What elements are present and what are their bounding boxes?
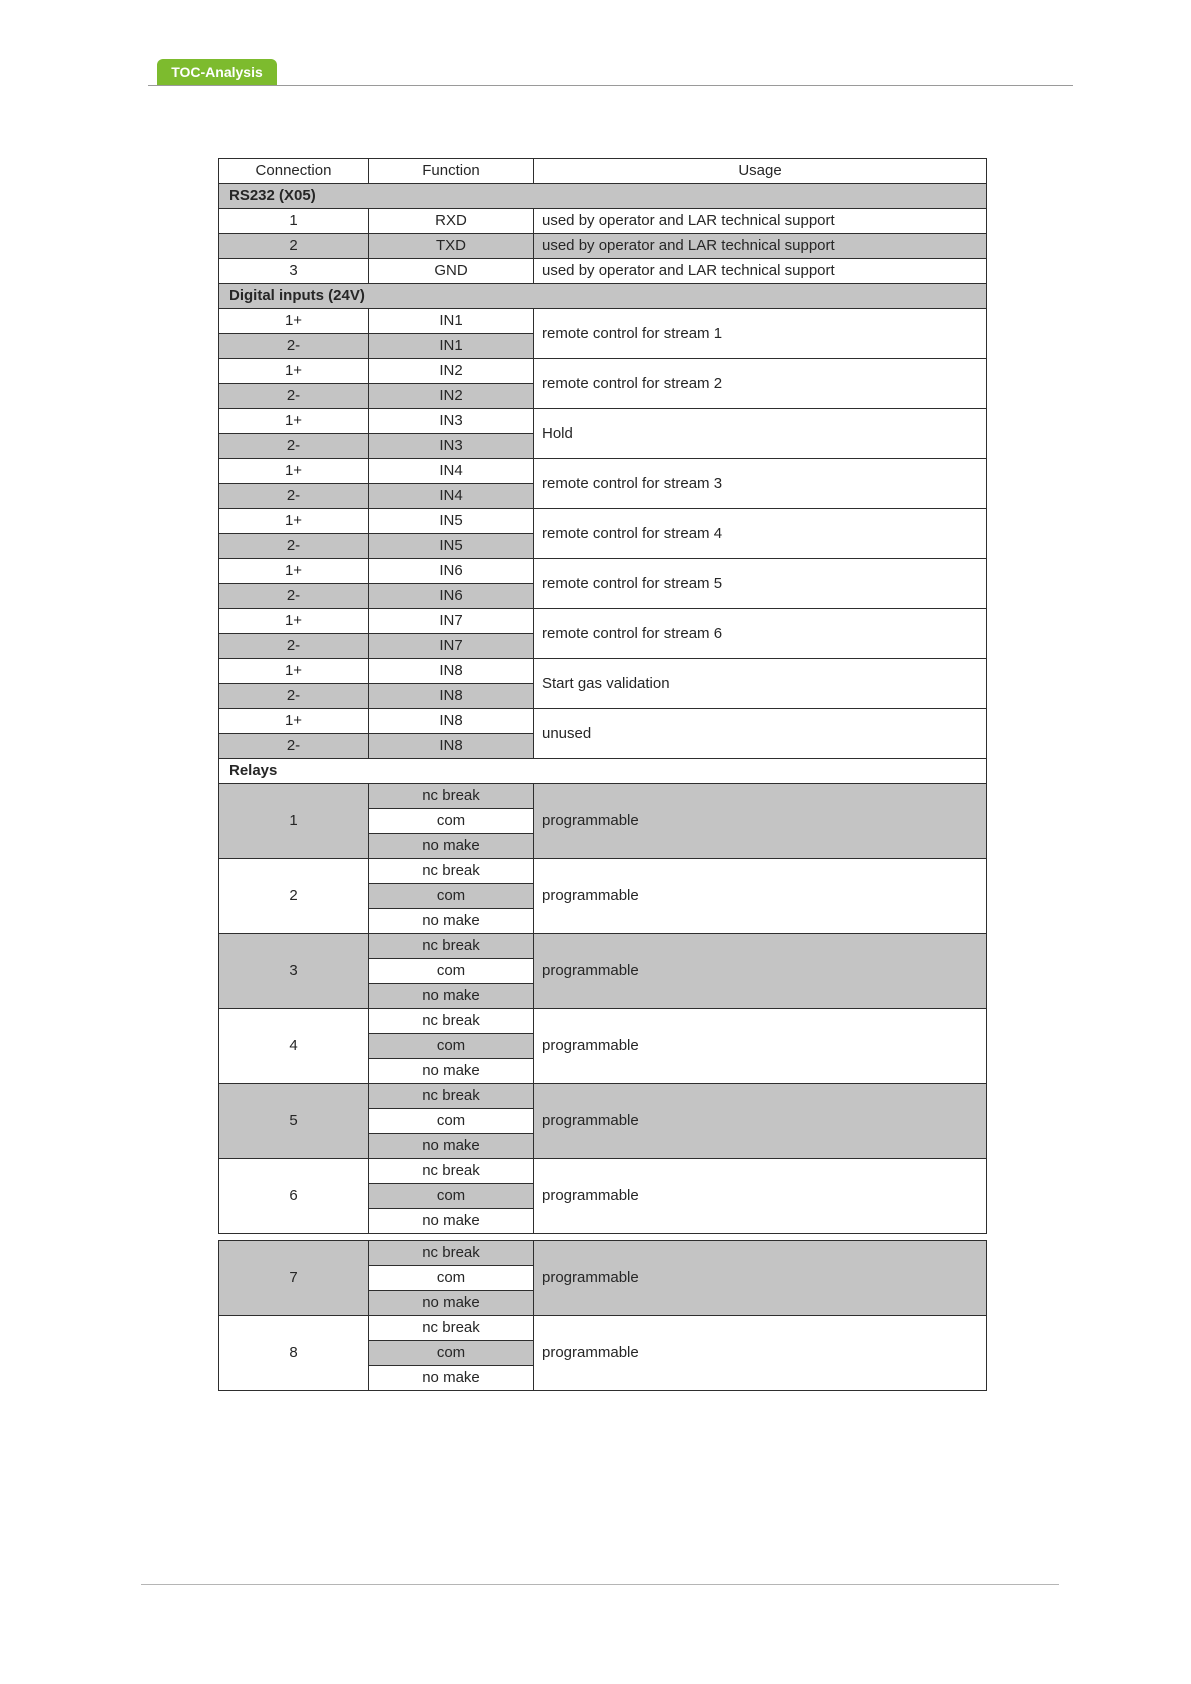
relay-usage: programmable	[534, 1241, 987, 1316]
table-row	[219, 359, 987, 384]
cell-function: IN7	[369, 634, 534, 659]
cell-function: IN4	[369, 484, 534, 509]
table-row	[219, 934, 987, 959]
section-digital-inputs	[219, 284, 987, 309]
cell-connection: 1+	[219, 709, 369, 734]
cell-function: IN5	[369, 509, 534, 534]
relay-contact: no make	[369, 1059, 534, 1084]
table-row	[219, 609, 987, 634]
relay-number: 8	[219, 1316, 369, 1391]
cell-connection: 1+	[219, 659, 369, 684]
relay-contact: com	[369, 1034, 534, 1059]
cell-connection: 2	[219, 234, 369, 259]
relay-contact: no make	[369, 1134, 534, 1159]
relay-number: 5	[219, 1084, 369, 1159]
relay-contact: nc break	[369, 934, 534, 959]
relay-contact: nc break	[369, 1241, 534, 1266]
cell-function: IN5	[369, 534, 534, 559]
cell-function: IN7	[369, 609, 534, 634]
section-relays	[219, 759, 987, 784]
cell-function: IN8	[369, 709, 534, 734]
cell-function: IN6	[369, 559, 534, 584]
cell-function: IN1	[369, 309, 534, 334]
relay-number: 7	[219, 1241, 369, 1316]
cell-function: IN2	[369, 384, 534, 409]
table-row	[219, 509, 987, 534]
table-row	[219, 1316, 987, 1341]
cell-usage: used by operator and LAR technical support	[534, 234, 987, 259]
table-gap-cell	[219, 1234, 987, 1241]
relay-usage: programmable	[534, 1009, 987, 1084]
cell-connection: 1+	[219, 359, 369, 384]
table-row	[219, 259, 987, 284]
relay-usage: programmable	[534, 859, 987, 934]
cell-function: IN1	[369, 334, 534, 359]
table-row	[219, 709, 987, 734]
cell-connection: 1+	[219, 459, 369, 484]
relay-contact: no make	[369, 1209, 534, 1234]
relay-contact: nc break	[369, 1316, 534, 1341]
table-header-row	[219, 159, 987, 184]
cell-usage: used by operator and LAR technical support	[534, 209, 987, 234]
cell-connection: 1+	[219, 309, 369, 334]
relay-usage: programmable	[534, 1159, 987, 1234]
section-title: Relays	[219, 759, 987, 784]
cell-connection: 2-	[219, 434, 369, 459]
table-row	[219, 309, 987, 334]
cell-usage: remote control for stream 1	[534, 309, 987, 359]
relay-contact: nc break	[369, 784, 534, 809]
cell-usage: remote control for stream 5	[534, 559, 987, 609]
relay-contact: com	[369, 1266, 534, 1291]
cell-function: IN3	[369, 434, 534, 459]
table-row	[219, 559, 987, 584]
relay-contact: com	[369, 959, 534, 984]
relay-contact: nc break	[369, 859, 534, 884]
cell-function: IN4	[369, 459, 534, 484]
cell-function: IN2	[369, 359, 534, 384]
cell-usage: remote control for stream 2	[534, 359, 987, 409]
table-row	[219, 1159, 987, 1184]
table-row	[219, 459, 987, 484]
table-row	[219, 1084, 987, 1109]
table-row	[219, 659, 987, 684]
cell-connection: 2-	[219, 684, 369, 709]
cell-usage: Hold	[534, 409, 987, 459]
table-row	[219, 1009, 987, 1034]
section-rs232	[219, 184, 987, 209]
cell-connection: 2-	[219, 734, 369, 759]
cell-connection: 2-	[219, 534, 369, 559]
relay-number: 1	[219, 784, 369, 859]
section-title: RS232 (X05)	[219, 184, 987, 209]
relay-contact: no make	[369, 909, 534, 934]
cell-connection: 2-	[219, 634, 369, 659]
relay-usage: programmable	[534, 784, 987, 859]
cell-connection: 1+	[219, 409, 369, 434]
table-row	[219, 234, 987, 259]
header-divider	[148, 85, 1073, 86]
cell-connection: 2-	[219, 334, 369, 359]
cell-function: GND	[369, 259, 534, 284]
section-tab: TOC-Analysis	[157, 59, 277, 85]
cell-connection: 1+	[219, 509, 369, 534]
cell-connection: 2-	[219, 484, 369, 509]
relay-contact: com	[369, 884, 534, 909]
footer-divider	[141, 1584, 1059, 1585]
relay-usage: programmable	[534, 934, 987, 1009]
cell-function: IN3	[369, 409, 534, 434]
table-row	[219, 409, 987, 434]
cell-connection: 3	[219, 259, 369, 284]
cell-function: RXD	[369, 209, 534, 234]
relay-contact: no make	[369, 834, 534, 859]
cell-connection: 1+	[219, 559, 369, 584]
cell-usage: remote control for stream 6	[534, 609, 987, 659]
relay-number: 6	[219, 1159, 369, 1234]
table-row	[219, 859, 987, 884]
relay-contact: no make	[369, 984, 534, 1009]
relay-contact: com	[369, 1184, 534, 1209]
table-row	[219, 784, 987, 809]
cell-function: IN8	[369, 659, 534, 684]
cell-connection: 2-	[219, 384, 369, 409]
relay-usage: programmable	[534, 1084, 987, 1159]
relay-contact: com	[369, 1109, 534, 1134]
relay-number: 4	[219, 1009, 369, 1084]
cell-usage: remote control for stream 4	[534, 509, 987, 559]
header-connection: Connection	[219, 159, 369, 184]
cell-usage: Start gas validation	[534, 659, 987, 709]
relay-contact: com	[369, 809, 534, 834]
cell-connection: 2-	[219, 584, 369, 609]
cell-connection: 1	[219, 209, 369, 234]
relay-contact: nc break	[369, 1084, 534, 1109]
table-row	[219, 1241, 987, 1266]
relay-contact: no make	[369, 1291, 534, 1316]
cell-function: IN8	[369, 734, 534, 759]
cell-function: IN6	[369, 584, 534, 609]
cell-usage: remote control for stream 3	[534, 459, 987, 509]
header-function: Function	[369, 159, 534, 184]
cell-usage: unused	[534, 709, 987, 759]
relay-contact: no make	[369, 1366, 534, 1391]
relay-contact: nc break	[369, 1159, 534, 1184]
table-gap	[219, 1234, 987, 1241]
cell-usage: used by operator and LAR technical support	[534, 259, 987, 284]
relay-number: 3	[219, 934, 369, 1009]
cell-function: IN8	[369, 684, 534, 709]
connection-table	[218, 158, 987, 1391]
relay-number: 2	[219, 859, 369, 934]
cell-connection: 1+	[219, 609, 369, 634]
relay-contact: nc break	[369, 1009, 534, 1034]
cell-function: TXD	[369, 234, 534, 259]
header-usage: Usage	[534, 159, 987, 184]
table-row	[219, 209, 987, 234]
relay-usage: programmable	[534, 1316, 987, 1391]
section-title: Digital inputs (24V)	[219, 284, 987, 309]
relay-contact: com	[369, 1341, 534, 1366]
